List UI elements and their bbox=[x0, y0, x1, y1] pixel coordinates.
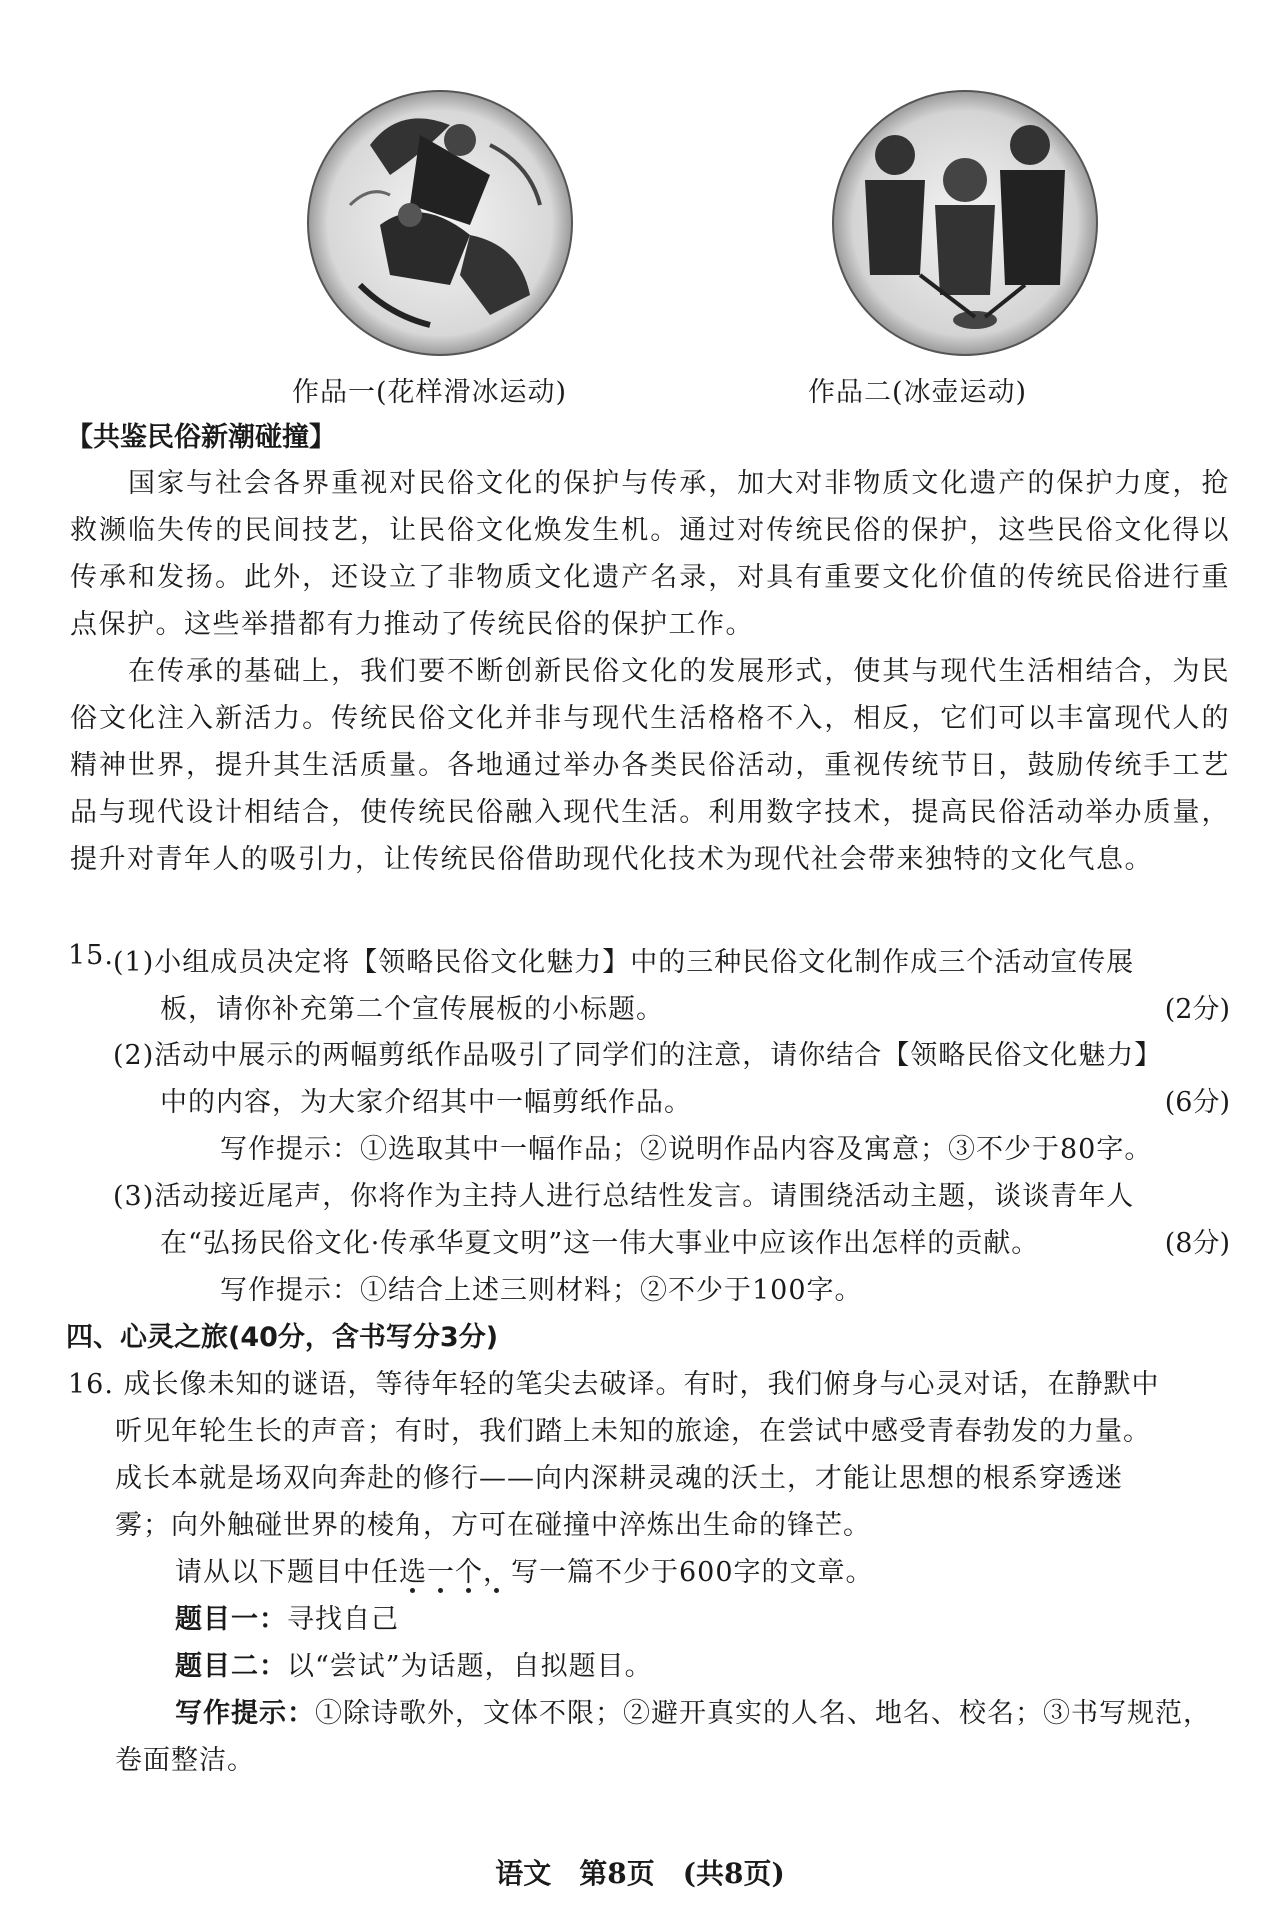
q15-part2-line2: 中的内容，为大家介绍其中一幅剪纸作品。 bbox=[160, 1087, 692, 1118]
q15-number: 15. bbox=[68, 940, 114, 971]
q16-topic1-text: 寻找自己 bbox=[287, 1604, 399, 1635]
emphasis-dot bbox=[494, 1588, 499, 1593]
q16-topic1-label: 题目一： bbox=[175, 1604, 287, 1635]
q15-part3-score: (8分) bbox=[1164, 1228, 1230, 1259]
q15-part1-score: (2分) bbox=[1164, 994, 1230, 1025]
q16-topic2-text: 以“尝试”为话题，自拟题目。 bbox=[287, 1651, 653, 1682]
emphasis-dot bbox=[466, 1588, 471, 1593]
part4-title: 四、心灵之旅(40分，含书写分3分) bbox=[66, 1322, 499, 1353]
q15-part2-line1: (2)活动中展示的两幅剪纸作品吸引了同学们的注意，请你结合【领略民俗文化魅力】 bbox=[113, 1040, 1163, 1071]
q16-topic1 bbox=[175, 1597, 399, 1636]
q16-intro-line2: 听见年轮生长的声音；有时，我们踏上未知的旅途，在尝试中感受青春勃发的力量。 bbox=[115, 1416, 1151, 1447]
q15-part3-tip: 写作提示：①结合上述三则材料；②不少于100字。 bbox=[220, 1275, 863, 1306]
q16-writing-tip bbox=[175, 1691, 1211, 1730]
papercut-curling-image bbox=[825, 85, 1105, 360]
section-paragraph-1: 国家与社会各界重视对民俗文化的保护与传承，加大对非物质文化遗产的保护力度，抢救濒临失传的民间技艺，让民俗文化焕发生机。通过对传统民俗的保护，这些民俗文化得以传承和发扬。此外，还设立了非物质文化遗产名录，对具有重要文化价值的传统民俗进行重点保护。这些举措都有力推动了传统民俗的保护工作。 bbox=[70, 468, 1230, 640]
q16-topic2 bbox=[175, 1644, 653, 1683]
section-paragraph-2: 在传承的基础上，我们要不断创新民俗文化的发展形式，使其与现代生活相结合，为民俗文化注入新活力。传统民俗文化并非与现代生活格格不入，相反，它们可以丰富现代人的精神世界，提升其生活质量。各地通过举办各类民俗活动，重视传统节日，鼓励传统手工艺品与现代设计相结合，使传统民俗融入现代生活。利用数字技术，提高民俗活动举办质量，提升对青年人的吸引力，让传统民俗借助现代化技术为现代社会带来独特的文化气息。 bbox=[70, 656, 1230, 875]
figure2-caption: 作品二(冰壶运动) bbox=[808, 377, 1028, 408]
q16-topic2-label: 题目二： bbox=[175, 1651, 287, 1682]
section-title: 【共鉴民俗新潮碰撞】 bbox=[66, 422, 336, 453]
q15-part3-line2: 在“弘扬民俗文化·传承华夏文明”这一伟大事业中应该作出怎样的贡献。 bbox=[160, 1228, 1040, 1259]
page-footer: 语文 第8页 (共8页) bbox=[495, 1857, 785, 1890]
q15-part2-score: (6分) bbox=[1164, 1087, 1230, 1118]
q16-tip-line2: 卷面整洁。 bbox=[115, 1745, 255, 1776]
emphasis-dot bbox=[410, 1588, 415, 1593]
q16-intro-line3: 成长本就是场双向奔赴的修行——向内深耕灵魂的沃土，才能让思想的根系穿透迷 bbox=[115, 1463, 1123, 1494]
q15-part2-tip: 写作提示：①选取其中一幅作品；②说明作品内容及寓意；③不少于80字。 bbox=[220, 1134, 1153, 1165]
papercut-figure-skating-image bbox=[300, 85, 580, 360]
q15-part1-line2: 板，请你补充第二个宣传展板的小标题。 bbox=[160, 994, 664, 1025]
q15-part1-line1: (1)小组成员决定将【领略民俗文化魅力】中的三种民俗文化制作成三个活动宣传展 bbox=[113, 947, 1135, 978]
q16-tip-label: 写作提示： bbox=[175, 1698, 315, 1729]
q16-instruction: 请从以下题目中任选一个，写一篇不少于600字的文章。 bbox=[175, 1557, 874, 1588]
q15-part3-line1: (3)活动接近尾声，你将作为主持人进行总结性发言。请围绕活动主题，谈谈青年人 bbox=[113, 1181, 1135, 1212]
q16-tip-line1: ①除诗歌外，文体不限；②避开真实的人名、地名、校名；③书写规范， bbox=[315, 1698, 1211, 1729]
q16-intro-line1: 16. 成长像未知的谜语，等待年轻的笔尖去破译。有时，我们俯身与心灵对话，在静默中 bbox=[68, 1369, 1160, 1400]
q16-intro-line4: 雾；向外触碰世界的棱角，方可在碰撞中淬炼出生命的锋芒。 bbox=[115, 1510, 871, 1541]
emphasis-dot bbox=[438, 1588, 443, 1593]
figure1-caption: 作品一(花样滑冰运动) bbox=[292, 377, 568, 408]
